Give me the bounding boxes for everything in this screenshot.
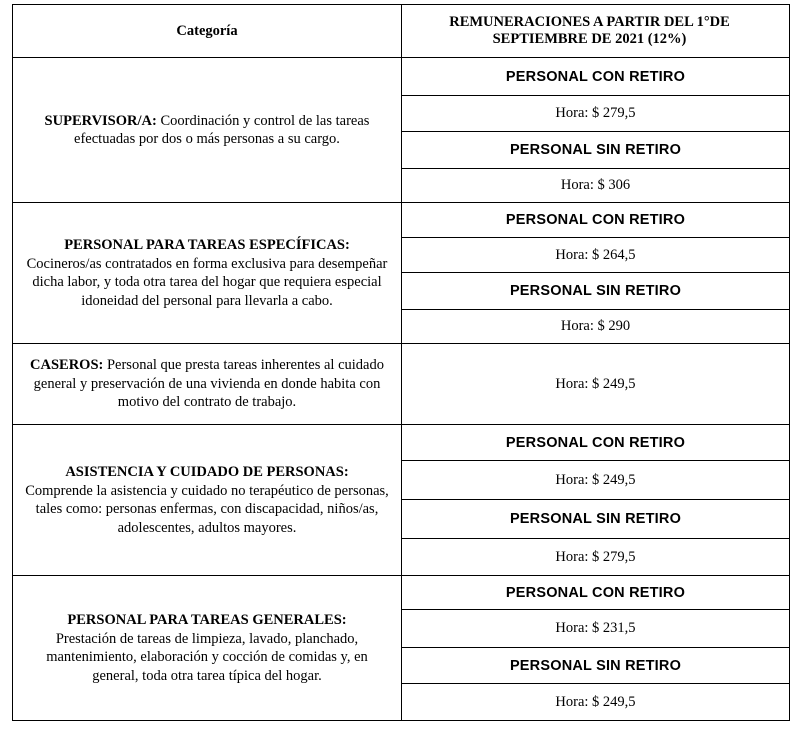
category-tareas-generales (13, 576, 402, 721)
sin-retiro-value: Hora: $ 306 (402, 169, 790, 203)
table-row (13, 344, 790, 425)
sin-retiro-value: Hora: $ 249,5 (402, 684, 790, 721)
category-tareas-especificas (13, 203, 402, 344)
con-retiro-value: Hora: $ 264,5 (402, 238, 790, 273)
sin-retiro-label: PERSONAL SIN RETIRO (402, 500, 790, 539)
category-title: PERSONAL PARA TAREAS ESPECÍFICAS: (64, 237, 350, 253)
header-remuneraciones-line1: REMUNERACIONES A PARTIR DEL 1°DE (449, 14, 730, 30)
sin-retiro-label: PERSONAL SIN RETIRO (402, 132, 790, 169)
table-row (13, 425, 790, 461)
category-description: Coordinación y control de las tareas efectuadas por dos o más personas a su cargo. (74, 112, 370, 147)
table-row (13, 58, 790, 96)
table-row (13, 203, 790, 238)
con-retiro-value: Hora: $ 231,5 (402, 610, 790, 648)
category-title: SUPERVISOR/A: (44, 112, 157, 129)
con-retiro-value: Hora: $ 279,5 (402, 96, 790, 132)
category-asistencia-cuidado (13, 425, 402, 576)
category-description: Comprende la asistencia y cuidado no terapéutico de personas, tales como: personas enfermas, con discapacidad, niños/as, adolescentes, adultos mayores. (25, 482, 389, 536)
con-retiro-label: PERSONAL CON RETIRO (402, 425, 790, 461)
table-row (13, 576, 790, 610)
caseros-value: Hora: $ 249,5 (402, 344, 790, 425)
con-retiro-label: PERSONAL CON RETIRO (402, 203, 790, 238)
category-title: ASISTENCIA Y CUIDADO DE PERSONAS: (65, 464, 349, 480)
con-retiro-label: PERSONAL CON RETIRO (402, 576, 790, 610)
category-description: Personal que presta tareas inherentes al cuidado general y preservación de una vivienda en donde habita con motivo del contrato de trabajo. (33, 357, 384, 411)
category-supervisor (13, 58, 402, 203)
category-title: CASEROS: (30, 357, 104, 374)
header-remuneraciones-line2: SEPTIEMBRE DE 2021 (12%) (492, 31, 687, 47)
sin-retiro-label: PERSONAL SIN RETIRO (402, 273, 790, 310)
category-description: Cocineros/as contratados en forma exclusiva para desempeñar dicha labor, y toda otra tarea del hogar que requiera especial idoneidad del personal para llevarla a cabo. (26, 255, 388, 309)
con-retiro-label: PERSONAL CON RETIRO (402, 58, 790, 96)
table-header-row (13, 5, 790, 58)
sin-retiro-label: PERSONAL SIN RETIRO (402, 648, 790, 684)
header-categoria: Categoría (13, 5, 402, 58)
remuneraciones-table (12, 4, 790, 721)
sin-retiro-value: Hora: $ 290 (402, 310, 790, 344)
header-remuneraciones (402, 5, 790, 58)
category-title: PERSONAL PARA TAREAS GENERALES: (67, 612, 347, 628)
con-retiro-value: Hora: $ 249,5 (402, 461, 790, 500)
category-description: Prestación de tareas de limpieza, lavado, planchado, mantenimiento, elaboración y cocción de comidas y, en general, toda otra tarea típica del hogar. (46, 630, 368, 684)
sin-retiro-value: Hora: $ 279,5 (402, 539, 790, 576)
category-caseros (13, 344, 402, 425)
